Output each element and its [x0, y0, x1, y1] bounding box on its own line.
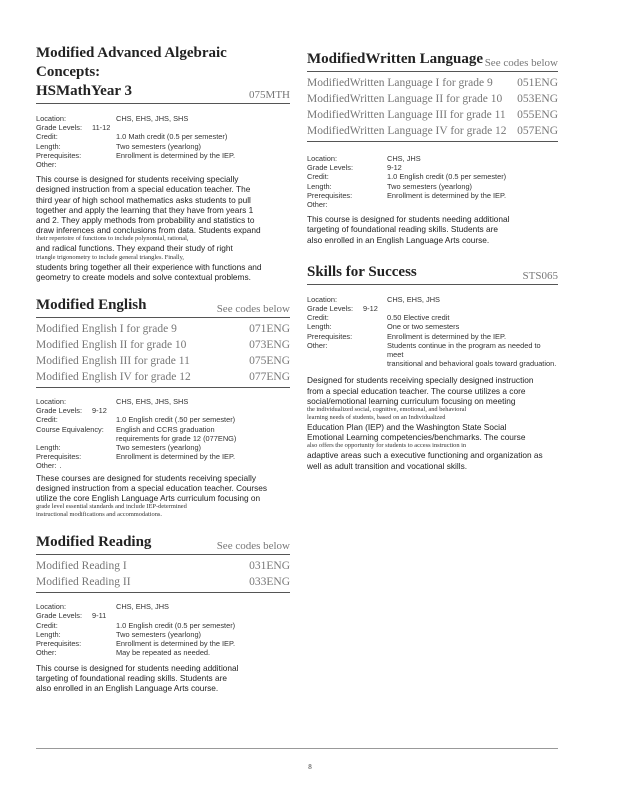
- section-title: Skills for Success: [307, 263, 417, 280]
- list-item: Modified English II for grade 10 073ENG: [36, 339, 290, 352]
- course-description: This course is designed for students receiving specially designed instruction from a special education teacher. The third year of high school mathematics asks students to pull together and apply the learning that they have from years 1 and 2. They apply methods from probability and statistics to draw inferences and conclusions from data. Students expand their repertoire of functions to include polynomial, rational, and radical functions. They expand their study of right triangle trigonometry to include general triangles. Finally, students bring together all their experience with functions and geometry to create models and solve contextual problems.: [36, 174, 262, 282]
- list-item: Modified English III for grade 11 075ENG: [36, 355, 290, 368]
- footer-divider: [36, 748, 558, 749]
- course-info: Location: CHS, EHS, JHS, SHS Grade Levels: 9-12 Credit: 1.0 English credit (.50 per semester) Course Equivalency: English and CCRS graduation requirements for grade 12 (077ENG) Length: Two semesters (yearlong) Prerequisites: Enrollment is determined by the IEP. Other: .: [36, 397, 237, 471]
- see-codes-label: See codes below: [216, 303, 290, 316]
- list-item: ModifiedWritten Language II for grade 10 053ENG: [307, 93, 558, 105]
- list-item: Modified Reading I 031ENG: [36, 560, 290, 573]
- list-item: ModifiedWritten Language IV for grade 12 057ENG: [307, 125, 558, 137]
- section-modified-reading: [36, 533, 290, 693]
- section-header-row: [36, 82, 290, 104]
- course-description: This course is designed for students needing additional targeting of foundational reading skills. Students are also enrolled in an English Language Arts course.: [307, 214, 510, 245]
- section-modified-english: [36, 296, 290, 519]
- course-info: Location: CHS, JHS Grade Levels: 9-12 Credit: 1.0 English credit (0.5 per semester) Length: Two semesters (yearlong) Prerequisites: Enrollment is determined by the IEP. Other:: [307, 154, 507, 210]
- course-list: [307, 72, 558, 142]
- course-description: These courses are designed for students receiving specially designed instruction from a special education teacher. Courses utilize the core English Language Arts curriculum focusing on grade level essential standards and include IEP-determined instructional modifications and accommodations.: [36, 472, 268, 519]
- section-header-row: [36, 296, 290, 318]
- section-header-row: [36, 533, 290, 555]
- course-description: Designed for students receiving specially designed instruction from a special education teacher. The course utilizes a core social/emotional learning curriculum focusing on meeting the individualized social, cognitive, emotional, and behavioral learning needs of students, based on an Individualized Education Plan (IEP) and the Washington State Social Emotional Learning competencies/benchmarks. The course also offers the opportunity for students to access instruction in adaptive areas such a executive functioning and organization as well as adult transition and vocational skills.: [307, 375, 543, 471]
- page-number: 8: [308, 763, 312, 771]
- section-header-row: [307, 263, 558, 285]
- section-title: Modified English: [36, 297, 147, 314]
- section-title: ModifiedWritten Language: [307, 51, 483, 67]
- course-code: STS065: [522, 269, 558, 282]
- left-column: [36, 44, 290, 707]
- course-info: Location: CHS, EHS, JHS Grade Levels: 9-12 Credit: 0.50 Elective credit Length: One or two semesters Prerequisites: Enrollment is determined by the IEP. Other: Students continue in the program as needed to meet transitional and behavioral goals toward graduation.: [307, 294, 557, 369]
- section-modified-written-language: [307, 50, 558, 245]
- section-title: Modified Advanced Algebraic Concepts:: [36, 45, 227, 80]
- section-title-line2: HSMathYear 3: [36, 83, 132, 99]
- section-header-row: [307, 50, 558, 72]
- section-skills-for-success: [307, 263, 558, 471]
- list-item: ModifiedWritten Language III for grade 11 055ENG: [307, 109, 558, 121]
- section-title: Modified Reading: [36, 534, 152, 551]
- see-codes-label: See codes below: [216, 540, 290, 553]
- course-list: [36, 318, 290, 388]
- course-list: [36, 555, 290, 593]
- list-item: ModifiedWritten Language I for grade 9 051ENG: [307, 77, 558, 89]
- course-description: This course is designed for students needing additional targeting of foundational reading skills. Students are also enrolled in an English Language Arts course.: [36, 662, 239, 693]
- list-item: Modified English I for grade 9 071ENG: [36, 323, 290, 336]
- section-advanced-algebra: [36, 44, 290, 282]
- course-code: 075MTH: [249, 89, 290, 101]
- list-item: Modified English IV for grade 12 077ENG: [36, 371, 290, 384]
- right-column: [307, 50, 558, 485]
- course-info: Location: CHS, EHS, JHS, SHS Grade Levels: 11-12 Credit: 1.0 Math credit (0.5 per semester) Length: Two semesters (yearlong) Prerequisites: Enrollment is determined by the IEP. Other:: [36, 114, 235, 170]
- list-item: Modified Reading II 033ENG: [36, 576, 290, 589]
- course-info: Location: CHS, EHS, JHS Grade Levels: 9-11 Credit: 1.0 English credit (0.5 per semester) Length: Two semesters (yearlong) Prerequisites: Enrollment is determined by the IEP. Other: May be repeated as needed.: [36, 602, 236, 658]
- see-codes-label: See codes below: [484, 57, 558, 69]
